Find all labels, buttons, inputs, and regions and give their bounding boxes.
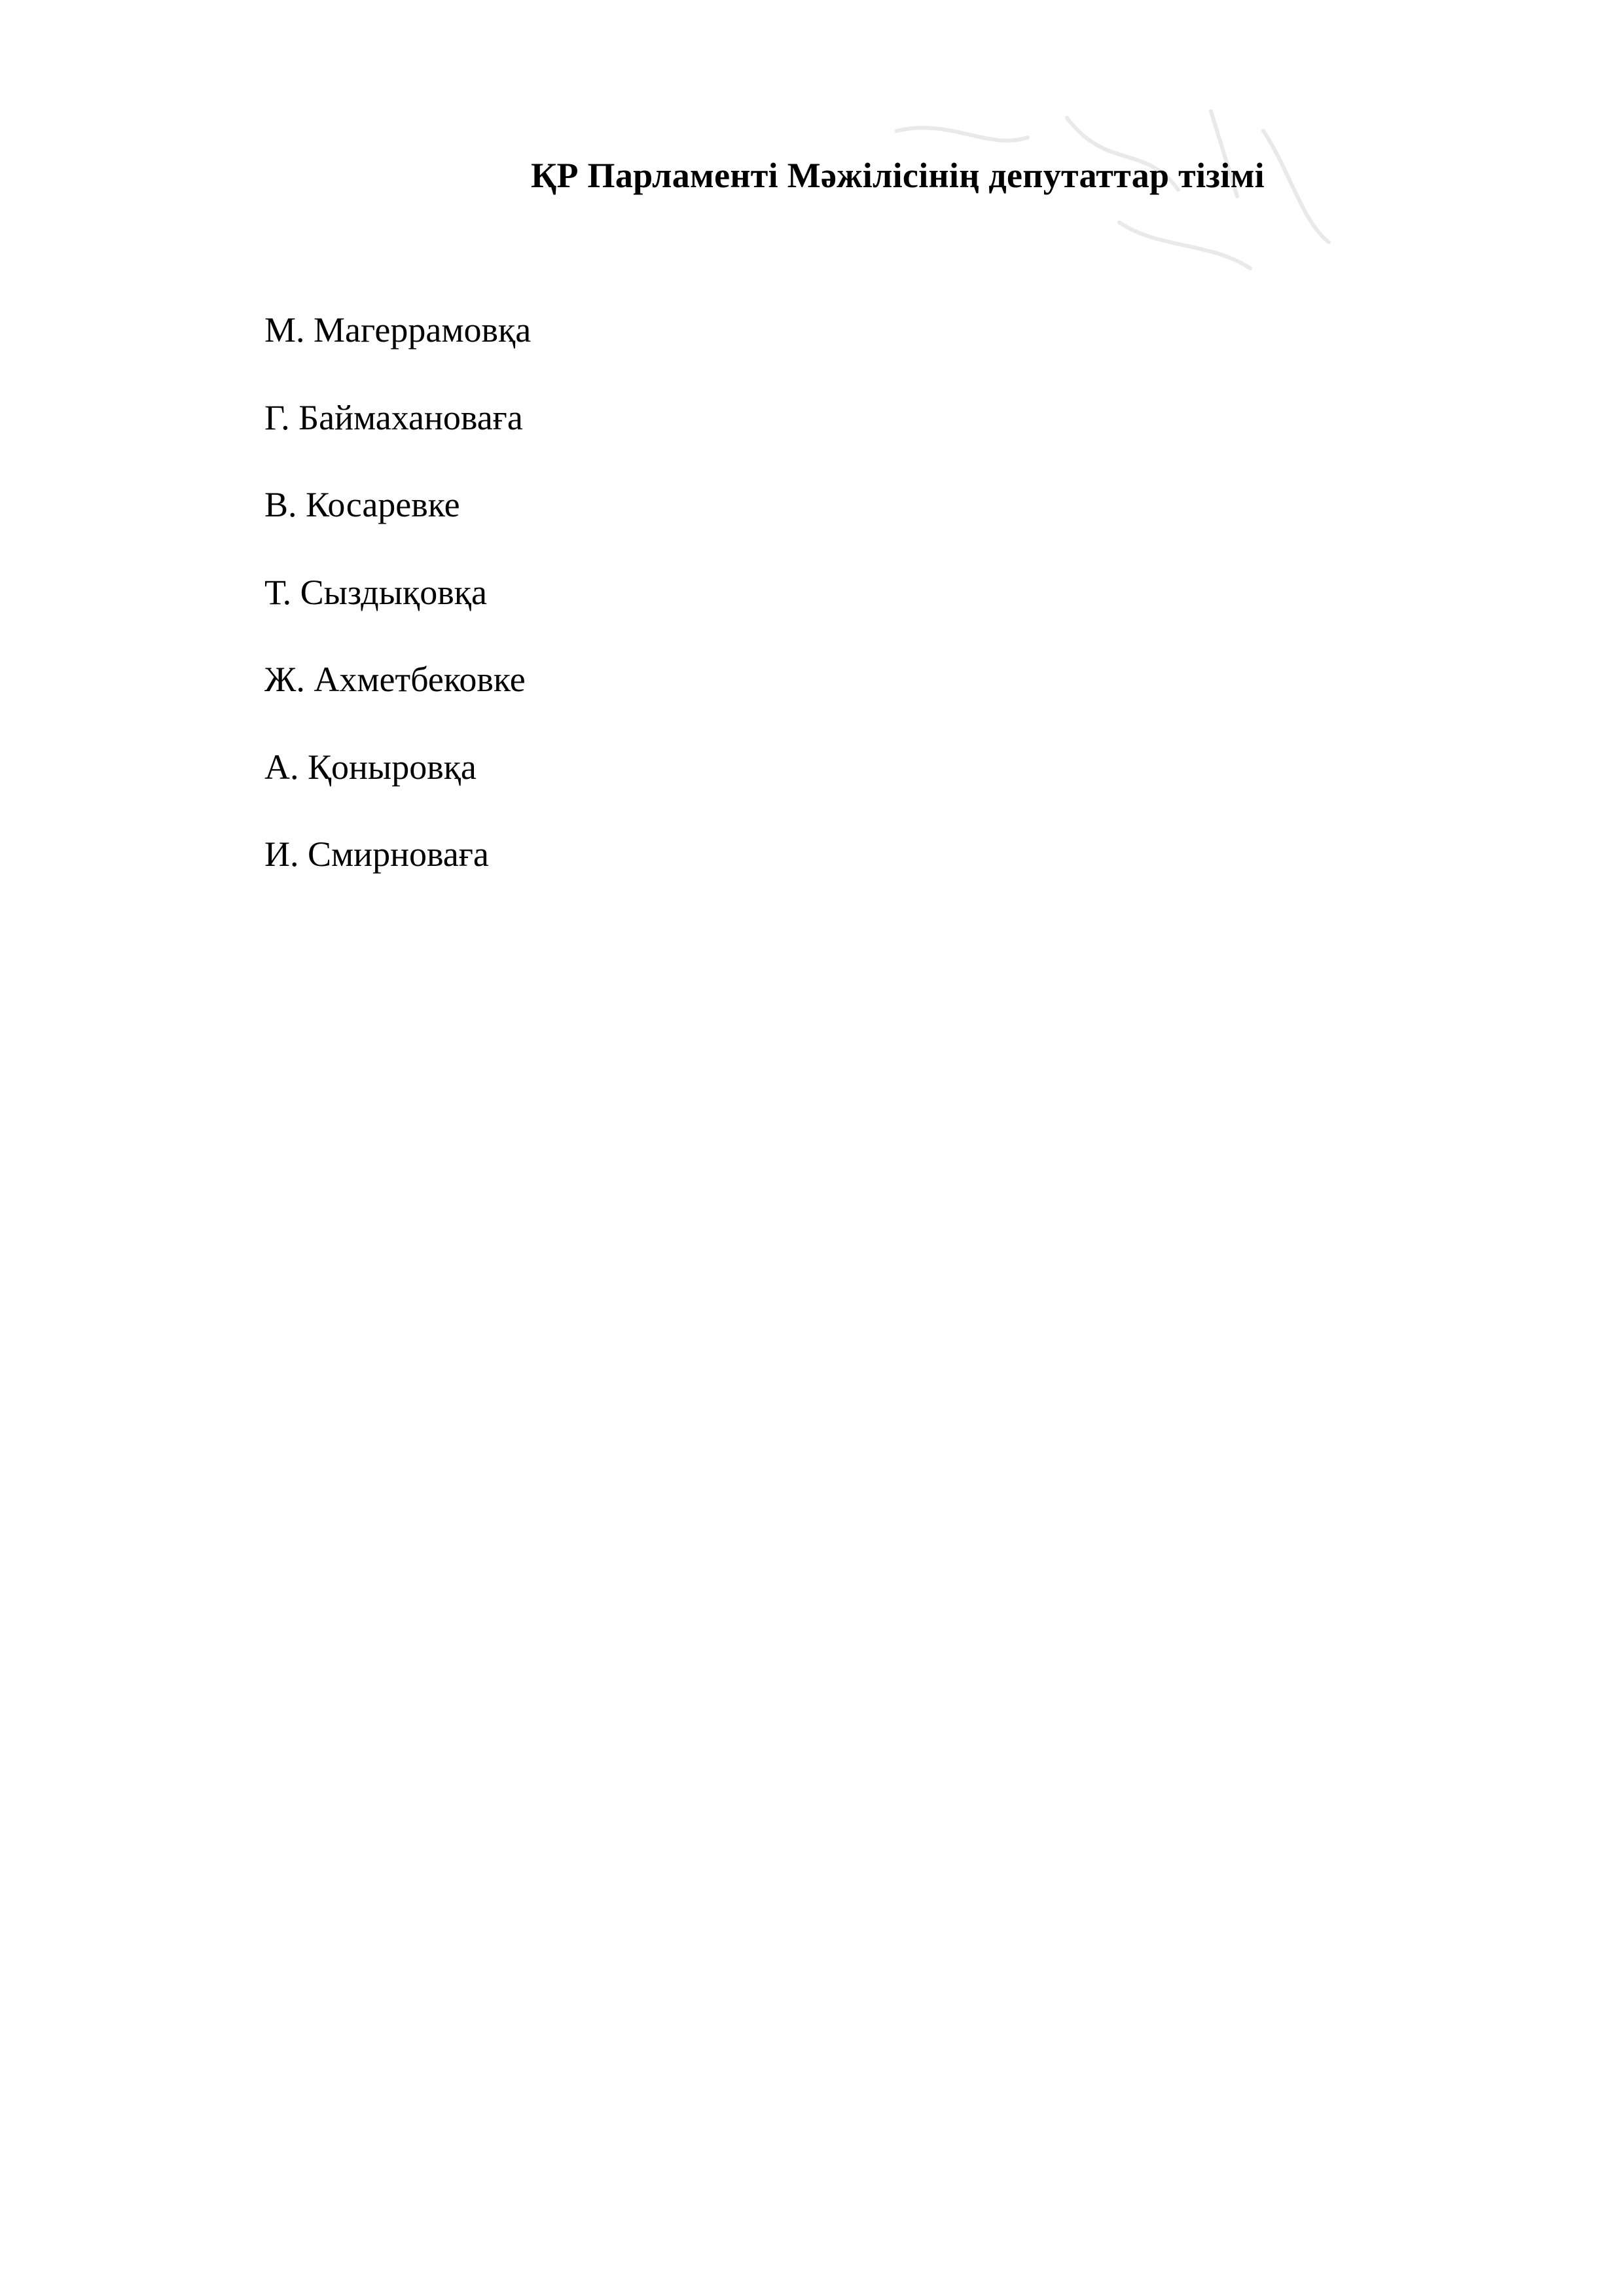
recipient-item: Ж. Ахметбековке	[264, 660, 526, 699]
recipient-item: А. Қоныровқа	[264, 747, 477, 787]
recipient-item: Г. Баймахановаға	[264, 397, 523, 437]
recipient-list	[264, 306, 531, 918]
recipient-item: И. Смирноваға	[264, 834, 489, 874]
recipient-item: М. Магеррамовқа	[264, 310, 532, 350]
recipient-item: В. Косаревке	[264, 485, 460, 524]
recipient-item: Т. Сыздықовқа	[264, 572, 487, 612]
document-title: ҚР Парламенті Мәжілісінің депутаттар тізімі	[531, 156, 1265, 195]
